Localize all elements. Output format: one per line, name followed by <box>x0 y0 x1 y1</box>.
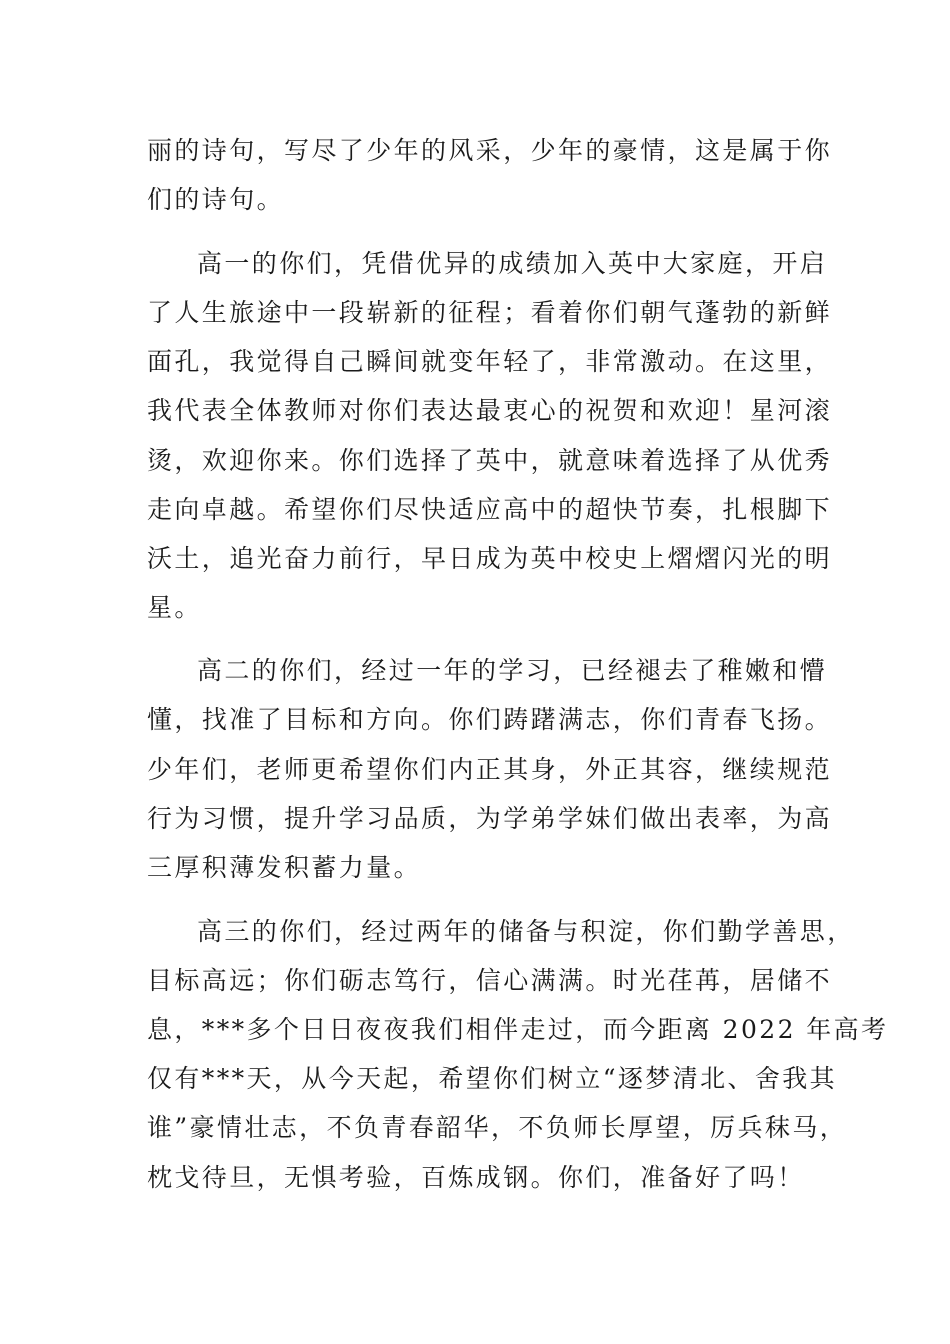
text-line: 枕戈待旦，无惧考验，百炼成钢。你们，准备好了吗！ <box>147 1163 805 1192</box>
paragraph-first-line: 高一的你们，凭借优异的成绩加入英中大家庭，开启 <box>197 249 828 278</box>
text-line: 仅有***天，从今天起，希望你们树立“逐梦清北、舍我其 <box>147 1064 838 1093</box>
text-line: 少年们，老师更希望你们内正其身，外正其容，继续规范 <box>147 755 833 784</box>
text-line: 我代表全体教师对你们表达最衷心的祝贺和欢迎！星河滚 <box>147 396 833 425</box>
text-line: 谁”豪情壮志，不负青春韶华，不负师长厚望，厉兵秣马， <box>147 1113 848 1142</box>
text-line: 烫，欢迎你来。你们选择了英中，就意味着选择了从优秀 <box>147 446 833 475</box>
text-line: 丽的诗句，写尽了少年的风采，少年的豪情，这是属于你 <box>147 136 833 165</box>
text-line: 们的诗句。 <box>147 185 285 214</box>
paragraph-first-line: 高三的你们，经过两年的储备与积淀，你们勤学善思， <box>197 917 855 946</box>
text-line: 息，***多个日日夜夜我们相伴走过，而今距离 2022 年高考 <box>147 1015 889 1044</box>
text-line: 目标高远；你们砺志笃行，信心满满。时光荏苒，居储不 <box>147 966 833 995</box>
paragraph-first-line: 高二的你们，经过一年的学习，已经褪去了稚嫩和懵 <box>197 656 828 685</box>
text-line: 走向卓越。希望你们尽快适应高中的超快节奏，扎根脚下 <box>147 495 833 524</box>
text-line: 沃土，追光奋力前行，早日成为英中校史上熠熠闪光的明 <box>147 544 833 573</box>
text-line: 三厚积薄发积蓄力量。 <box>147 853 422 882</box>
text-line: 星。 <box>147 593 202 622</box>
text-line: 了人生旅途中一段崭新的征程；看着你们朝气蓬勃的新鲜 <box>147 298 833 327</box>
text-line: 行为习惯，提升学习品质，为学弟学妹们做出表率，为高 <box>147 804 833 833</box>
text-line: 懂，找准了目标和方向。你们踌躇满志，你们青春飞扬。 <box>147 705 833 734</box>
text-line: 面孔，我觉得自己瞬间就变年轻了，非常激动。在这里， <box>147 347 833 376</box>
